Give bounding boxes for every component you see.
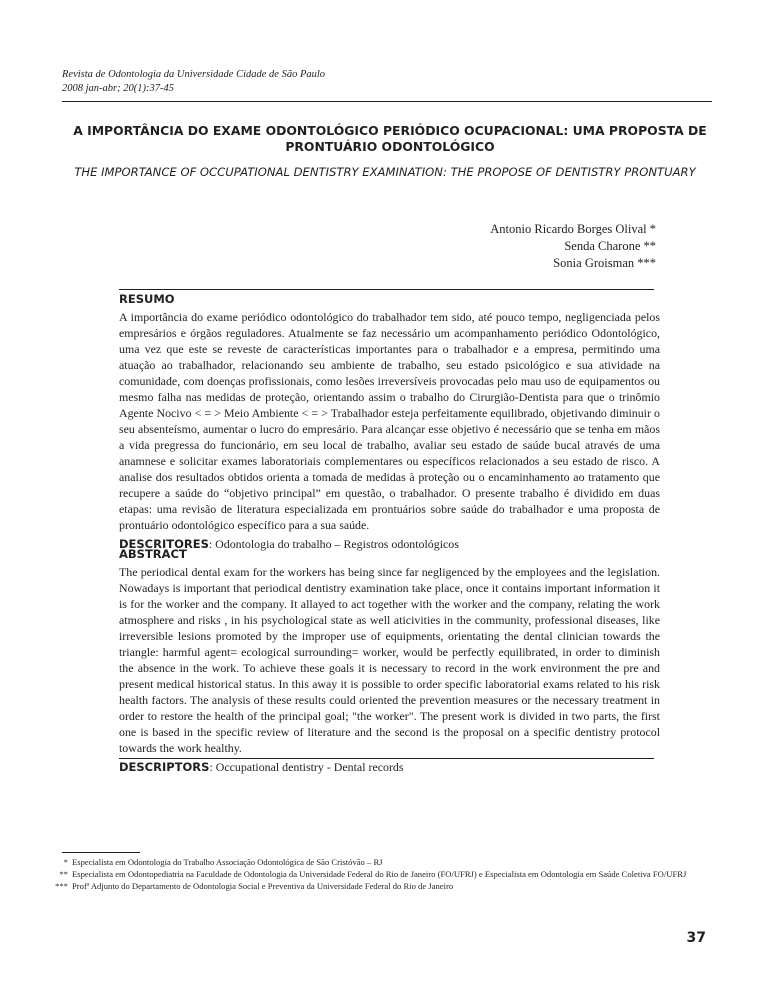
footnote-mark: ** [59,869,68,879]
footnote-mark: * [63,857,68,867]
footnote-item [40,856,730,868]
footnotes [40,856,730,892]
footnote-item [40,868,730,880]
footnote-mark: *** [55,881,68,891]
abstract-bottom-rule [119,758,654,759]
footnote-text: Especialista em Odontopediatria na Faculdade de Odontologia da Universidade Federal do Rio de Janeiro (FO/UFRJ) e Especialista em Odontologia em Saúde Coletiva FO/UFRJ [72,869,687,879]
journal-name: Revista de Odontologia da Universidade Cidade de São Paulo [62,69,326,80]
resumo-heading: RESUMO [119,292,175,306]
journal-issue: 2008 jan-abr; 20(1):37-45 [62,83,174,94]
abstract-keywords [119,759,660,775]
descriptors-value: : Occupational dentistry - Dental records [209,760,404,774]
author-1: Antonio Ricardo Borges Olival * [490,222,656,236]
footnote-text: Profª Adjunto do Departamento de Odontologia Social e Preventiva da Universidade Federal do Rio de Janeiro [72,881,454,891]
journal-header [62,68,712,96]
resumo-top-rule [119,289,654,290]
article-title-english: THE IMPORTANCE OF OCCUPATIONAL DENTISTRY EXAMINATION: THE PROPOSE OF DENTISTRY PRONTUARY [74,165,696,179]
footnote-text: Especialista em Odontologia do Trabalho Associação Odontológica de São Cristóvão – RJ [72,857,383,867]
author-list [356,221,656,272]
descriptors-label: DESCRIPTORS [119,760,210,774]
abstract-section [119,547,660,775]
author-2: Senda Charone ** [564,239,656,253]
author-3: Sonia Groisman *** [553,256,656,270]
keywords-value: : Odontologia do trabalho – Registros odontológicos [208,537,459,551]
header-rule [62,101,712,102]
resumo-text: A importância do exame periódico odontológico do trabalhador tem sido, até pouco tempo, negligenciada pelos empresários e órgãos reguladores. Atualmente se faz necessário um acompanhamento periódico Odontológico, uma vez que este se reveste de características importantes para o trabalhador e a empresa, permitindo uma atuação ao trabalhador, relacionando seu ambiente de trabalho, seu estado psicológico e sua atividade na comunidade, com doenças profissionais, como lesões irreversíveis provocadas pelo mau uso de equipamentos ou mesmo falha nas medidas de proteção, orientando assim o trabalho do Cirurgião-Dentista para que o trinômio Agente Nocivo < = > Meio Ambiente < = > Trabalhador esteja perfeitamente equilibrado, objetivando diminuir o seu absenteísmo, aumentar o lucro do empresário. Para alcançar esse objetivo é necessário que se tenha em mãos a vida pregressa do funcionário, em seu local de trabalho, avaliar seu estado de saúde bucal através de uma anamnese e solicitar exames laboratoriais complementares ou específicos relacionados a seu estado de risco. A analise dos resultados obtidos orienta a tomada de medidas à proteção ou o encaminhamento ao tratamento que recupere a saúde do “objetivo principal” em questão, o trabalhador. O presente trabalho é dividido em duas etapas: uma revisão de literatura especializada em prontuários sobre saúde do trabalhador e uma proposta de prontuário odontológico específico para a sua saúde. [119,310,660,532]
resumo-section [119,292,660,552]
footnote-item [40,880,730,892]
keywords-label: DESCRITORES [119,537,209,551]
footnote-rule [62,852,140,853]
abstract-text: The periodical dental exam for the workers has being since far negligenced by the employees and the legislation. Nowadays is important that periodical dentistry examination take place, once it contains important information it is for the worker and the company. It allayed to act together with the worker and the company, relating the work atmosphere and risks , in his psychological state as well aticivities in the community, professional diseases, like irreversible lesions promoted by the improper use of equipments, orientating the dental clinician towards the triangle: harmful agent= ecological surrounding= worker, would be perfectly equilibrated, in order to diminish the absence in the work. To achieve these goals it is necessary to record in the work environment the pre and present medical historical status. In this away it is possible to order specific laboratorial exams related to his risk health factors. The analysis of these results could oriented the prevention measures or the necessary treatment in order to restore the health of the principal goal; "the worker". The present work is divided in two parts, the first one is based in the specific review of literature and the second is the proposal on a specific dentistry protocol towards the work healthy. [119,565,660,755]
abstract-heading: ABSTRACT [119,547,187,561]
article-title: A IMPORTÂNCIA DO EXAME ODONTOLÓGICO PERIÓDICO OCUPACIONAL: UMA PROPOSTA DE PRONTUÁRIO ODONTOLÓGICO [73,123,707,154]
page-number: 37 [686,930,706,946]
